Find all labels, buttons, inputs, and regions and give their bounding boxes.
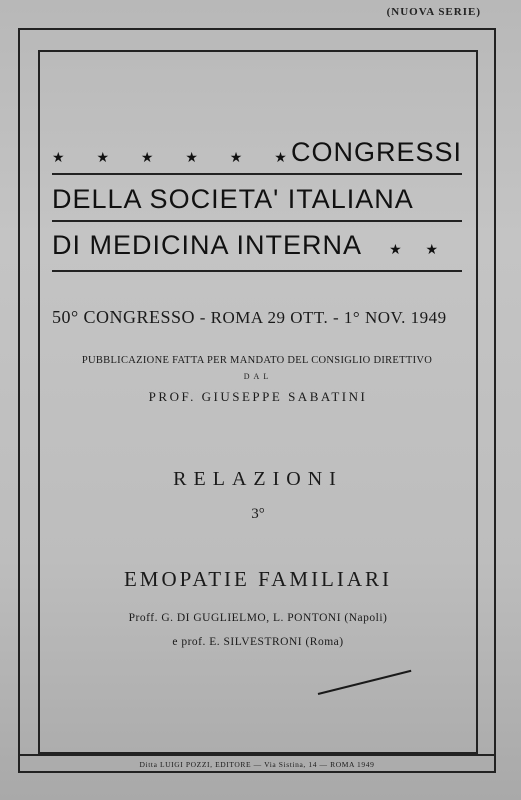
authors-line-1: Proff. G. DI GUGLIELMO, L. PONTONI (Napoli) bbox=[128, 612, 388, 624]
title-societa: DELLA SOCIETA' ITALIANA bbox=[52, 184, 414, 214]
publication-dal: DAL bbox=[243, 372, 273, 381]
section-label: RELAZIONI bbox=[173, 468, 343, 490]
publisher-line: Ditta LUIGI POZZI, EDITORE — Via Sistina, 14 — ROMA 1949 bbox=[139, 760, 375, 769]
title-line-1 bbox=[52, 137, 462, 175]
topic-title: EMOPATIE FAMILIARI bbox=[123, 567, 393, 591]
title-congressi: CONGRESSI bbox=[290, 137, 462, 167]
publication-mandate: PUBBLICAZIONE FATTA PER MANDATO DEL CONSIGLIO DIRETTIVO bbox=[81, 355, 433, 366]
authors-line-2: e prof. E. SILVESTRONI (Roma) bbox=[172, 636, 344, 648]
footer-divider bbox=[18, 754, 496, 756]
title-line-2 bbox=[52, 184, 462, 222]
stars-decoration-right: ★ ★ bbox=[389, 241, 449, 257]
series-label: (NUOVA SERIE) bbox=[386, 6, 481, 18]
publication-editor: PROF. GIUSEPPE SABATINI bbox=[148, 389, 368, 404]
title-line-3 bbox=[52, 230, 462, 272]
stars-decoration-left: ★ ★ ★ ★ ★ ★ bbox=[52, 149, 301, 165]
volume-number: 3° bbox=[251, 506, 265, 522]
congress-info bbox=[52, 307, 462, 328]
title-medicina: DI MEDICINA INTERNA bbox=[52, 230, 361, 260]
congress-number: 50° bbox=[52, 307, 79, 327]
congress-details: - ROMA 29 OTT. - 1° NOV. 1949 bbox=[199, 308, 447, 327]
congress-label: CONGRESSO bbox=[83, 307, 195, 327]
